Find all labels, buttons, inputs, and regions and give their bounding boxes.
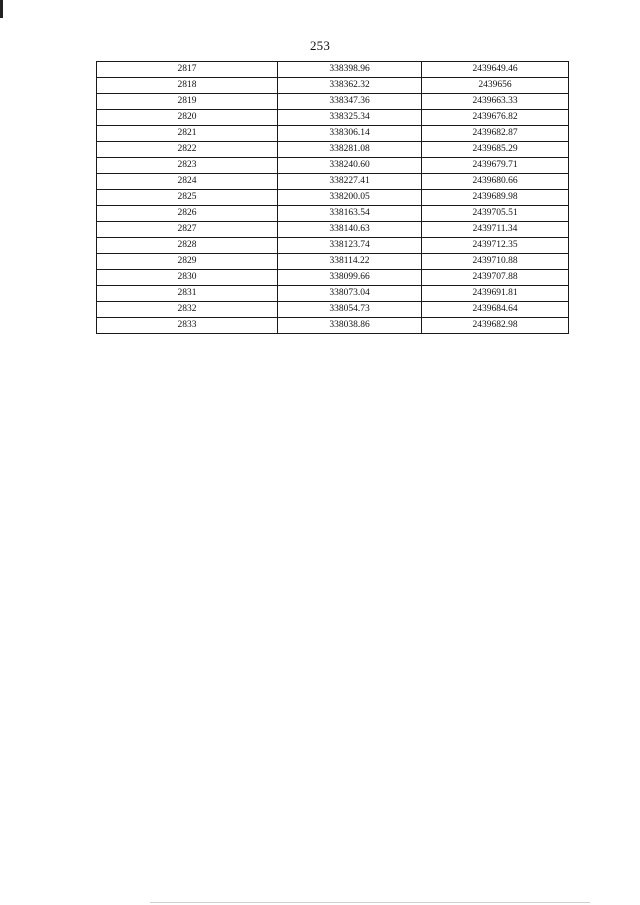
y-coordinate-cell: 2439656 <box>422 78 569 94</box>
table-row <box>97 270 569 286</box>
x-coordinate-cell: 338281.08 <box>278 142 422 158</box>
x-coordinate-cell: 338038.86 <box>278 318 422 334</box>
x-coordinate-cell: 338054.73 <box>278 302 422 318</box>
point-id-cell: 2826 <box>97 206 278 222</box>
x-coordinate-cell: 338362.32 <box>278 78 422 94</box>
scan-bottom-line <box>150 902 590 903</box>
y-coordinate-cell: 2439682.98 <box>422 318 569 334</box>
point-id-cell: 2823 <box>97 158 278 174</box>
y-coordinate-cell: 2439705.51 <box>422 206 569 222</box>
table-row <box>97 78 569 94</box>
point-id-cell: 2830 <box>97 270 278 286</box>
x-coordinate-cell: 338398.96 <box>278 62 422 78</box>
y-coordinate-cell: 2439685.29 <box>422 142 569 158</box>
point-id-cell: 2831 <box>97 286 278 302</box>
point-id-cell: 2820 <box>97 110 278 126</box>
y-coordinate-cell: 2439689.98 <box>422 190 569 206</box>
table-row <box>97 222 569 238</box>
table-row <box>97 286 569 302</box>
point-id-cell: 2833 <box>97 318 278 334</box>
y-coordinate-cell: 2439707.88 <box>422 270 569 286</box>
x-coordinate-cell: 338140.63 <box>278 222 422 238</box>
y-coordinate-cell: 2439711.34 <box>422 222 569 238</box>
x-coordinate-cell: 338163.54 <box>278 206 422 222</box>
y-coordinate-cell: 2439663.33 <box>422 94 569 110</box>
y-coordinate-cell: 2439676.82 <box>422 110 569 126</box>
x-coordinate-cell: 338325.34 <box>278 110 422 126</box>
x-coordinate-cell: 338123.74 <box>278 238 422 254</box>
x-coordinate-cell: 338347.36 <box>278 94 422 110</box>
scan-edge-mark <box>0 0 3 18</box>
table-row <box>97 254 569 270</box>
coordinates-table-body <box>97 62 569 334</box>
point-id-cell: 2832 <box>97 302 278 318</box>
point-id-cell: 2819 <box>97 94 278 110</box>
point-id-cell: 2817 <box>97 62 278 78</box>
y-coordinate-cell: 2439680.66 <box>422 174 569 190</box>
y-coordinate-cell: 2439679.71 <box>422 158 569 174</box>
x-coordinate-cell: 338200.05 <box>278 190 422 206</box>
x-coordinate-cell: 338099.66 <box>278 270 422 286</box>
table-row <box>97 174 569 190</box>
point-id-cell: 2828 <box>97 238 278 254</box>
x-coordinate-cell: 338306.14 <box>278 126 422 142</box>
y-coordinate-cell: 2439649.46 <box>422 62 569 78</box>
table-row <box>97 94 569 110</box>
y-coordinate-cell: 2439682.87 <box>422 126 569 142</box>
point-id-cell: 2822 <box>97 142 278 158</box>
page-number: 253 <box>309 38 331 53</box>
x-coordinate-cell: 338073.04 <box>278 286 422 302</box>
table-row <box>97 190 569 206</box>
table-row <box>97 142 569 158</box>
x-coordinate-cell: 338227.41 <box>278 174 422 190</box>
y-coordinate-cell: 2439684.64 <box>422 302 569 318</box>
point-id-cell: 2827 <box>97 222 278 238</box>
point-id-cell: 2825 <box>97 190 278 206</box>
coordinates-table <box>96 61 569 334</box>
y-coordinate-cell: 2439710.88 <box>422 254 569 270</box>
table-row <box>97 62 569 78</box>
point-id-cell: 2818 <box>97 78 278 94</box>
table-row <box>97 318 569 334</box>
table-row <box>97 206 569 222</box>
y-coordinate-cell: 2439712.35 <box>422 238 569 254</box>
point-id-cell: 2821 <box>97 126 278 142</box>
x-coordinate-cell: 338114.22 <box>278 254 422 270</box>
point-id-cell: 2829 <box>97 254 278 270</box>
table-row <box>97 238 569 254</box>
point-id-cell: 2824 <box>97 174 278 190</box>
y-coordinate-cell: 2439691.81 <box>422 286 569 302</box>
table-row <box>97 158 569 174</box>
table-row <box>97 126 569 142</box>
x-coordinate-cell: 338240.60 <box>278 158 422 174</box>
table-row <box>97 302 569 318</box>
table-row <box>97 110 569 126</box>
